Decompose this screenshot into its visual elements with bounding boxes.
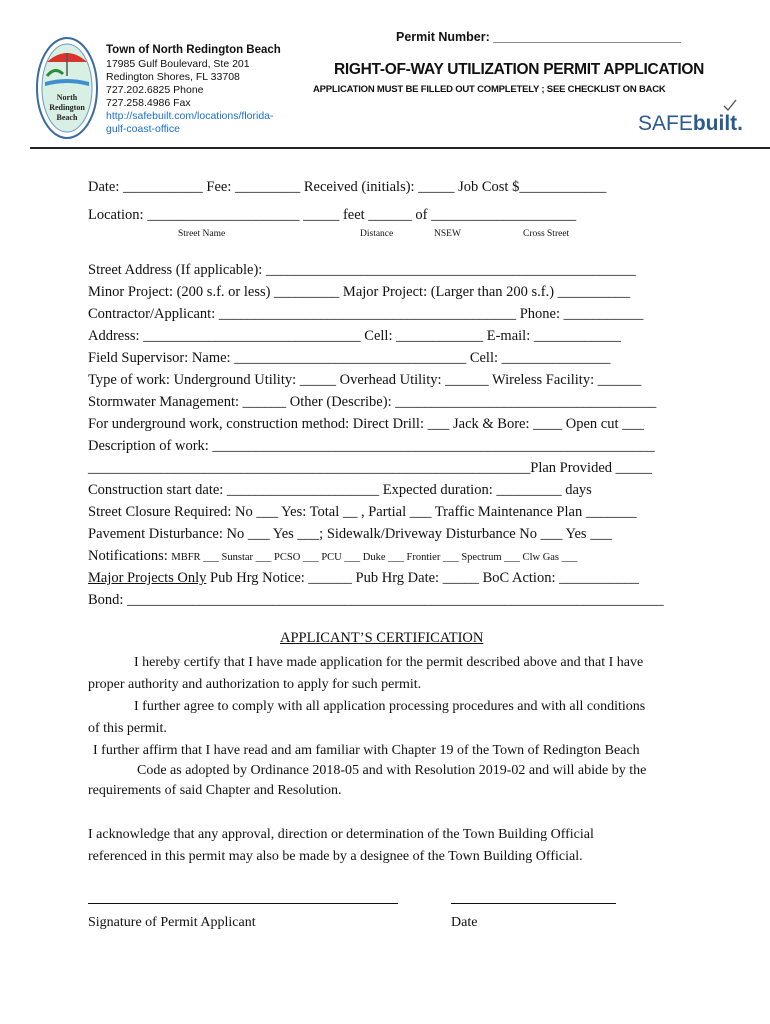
notifications-row[interactable] bbox=[88, 547, 577, 567]
pavement-disturbance-row[interactable]: Pavement Disturbance: No ___ Yes ___; Sidewalk/Driveway Disturbance No ___ Yes ___ bbox=[88, 526, 612, 542]
notifications-items[interactable]: MBFR ___ Sunstar ___ PCSO ___ PCU ___ Duke ___ Frontier ___ Spectrum ___ Clw Gas ___ bbox=[171, 552, 578, 563]
description-row[interactable]: Description of work: _____________________________________________________________ bbox=[88, 438, 655, 454]
pub-hrg-fields[interactable]: Pub Hrg Notice: ______ Pub Hrg Date: _____ BoC Action: ___________ bbox=[206, 570, 639, 586]
logo-built: built. bbox=[692, 112, 744, 135]
signature-line[interactable] bbox=[88, 903, 398, 904]
field-supervisor-row[interactable]: Field Supervisor: Name: ________________________________ Cell: _______________ bbox=[88, 350, 611, 366]
signature-label: Signature of Permit Applicant bbox=[88, 915, 256, 930]
town-seal-logo bbox=[35, 36, 99, 140]
cert-paragraph-3b: Code as adopted by Ordinance 2018-05 and with Resolution 2019-02 and will abide by the bbox=[137, 763, 647, 778]
fax-number: 727.258.4986 Fax bbox=[106, 97, 191, 109]
contractor-row[interactable]: Contractor/Applicant: _________________________________________ Phone: ___________ bbox=[88, 306, 644, 322]
cert-paragraph-1b: proper authority and authorization to apply for such permit. bbox=[88, 677, 422, 692]
seal-text-north: North bbox=[56, 93, 78, 102]
plan-provided-row[interactable]: _____________________________________________________________Plan Provided _____ bbox=[88, 460, 652, 476]
type-of-work-row[interactable]: Type of work: Underground Utility: _____ Overhead Utility: ______ Wireless Facility: ______ bbox=[88, 372, 642, 388]
street-address-row[interactable]: Street Address (If applicable): ___________________________________________________ bbox=[88, 262, 636, 278]
cert-paragraph-4b: referenced in this permit may also be made by a designee of the Town Building Official. bbox=[88, 849, 583, 864]
town-name: Town of North Redington Beach bbox=[106, 44, 281, 56]
website-link[interactable]: http://safebuilt.com/locations/florida- bbox=[106, 110, 274, 122]
phone-number: 727.202.6825 Phone bbox=[106, 84, 204, 96]
header-divider bbox=[30, 147, 770, 149]
major-projects-label: Major Projects Only bbox=[88, 570, 207, 586]
cert-paragraph-1a: I hereby certify that I have made application for the permit described above and that I have bbox=[134, 655, 644, 670]
cert-paragraph-2a: I further agree to comply with all application processing procedures and with all conditions bbox=[134, 699, 646, 714]
seal-text-redington: Redington bbox=[49, 103, 85, 112]
cert-paragraph-3c: requirements of said Chapter and Resolution. bbox=[88, 783, 342, 798]
permit-number-field[interactable]: Permit Number: ___________________________ bbox=[396, 30, 681, 44]
cert-paragraph-3a: I further affirm that I have read and am familiar with Chapter 19 of the Town of Redington Beach bbox=[93, 743, 640, 758]
seal-text-beach: Beach bbox=[56, 113, 78, 122]
date-line[interactable] bbox=[451, 903, 616, 904]
certification-title: APPLICANT’S CERTIFICATION bbox=[280, 630, 484, 646]
underground-method-row[interactable]: For underground work, construction method: Direct Drill: ___ Jack & Bore: ____ Open cut ___ bbox=[88, 416, 644, 432]
cert-paragraph-4a: I acknowledge that any approval, direction or determination of the Town Building Official bbox=[88, 827, 594, 842]
checkmark-icon bbox=[722, 98, 738, 114]
major-projects-row[interactable] bbox=[88, 569, 639, 587]
address-line-2: Redington Shores, FL 33708 bbox=[106, 71, 240, 83]
bond-row[interactable]: Bond: __________________________________________________________________________ bbox=[88, 592, 664, 608]
website-link-cont[interactable]: gulf-coast-office bbox=[106, 123, 180, 135]
form-subtitle: APPLICATION MUST BE FILLED OUT COMPLETELY ; SEE CHECKLIST ON BACK bbox=[313, 84, 666, 95]
construction-start-row[interactable]: Construction start date: _____________________ Expected duration: _________ days bbox=[88, 482, 592, 498]
street-closure-row[interactable]: Street Closure Required: No ___ Yes: Total __ , Partial ___ Traffic Maintenance Plan _______ bbox=[88, 504, 637, 520]
location-row[interactable]: Location: _____________________ _____ feet ______ of ____________________ bbox=[88, 207, 577, 223]
address-row[interactable]: Address: ______________________________ Cell: ____________ E-mail: ____________ bbox=[88, 328, 621, 344]
address-line-1: 17985 Gulf Boulevard, Ste 201 bbox=[106, 58, 250, 70]
date-fee-row[interactable]: Date: ___________ Fee: _________ Received (initials): _____ Job Cost $____________ bbox=[88, 179, 607, 195]
sublabel-distance: Distance bbox=[360, 229, 394, 239]
sublabel-cross-street: Cross Street bbox=[523, 229, 570, 239]
cert-paragraph-2b: of this permit. bbox=[88, 721, 167, 736]
sublabel-street-name: Street Name bbox=[178, 229, 226, 239]
sublabel-nsew: NSEW bbox=[434, 229, 461, 239]
safebuilt-logo bbox=[638, 112, 743, 136]
form-title: RIGHT-OF-WAY UTILIZATION PERMIT APPLICATION bbox=[334, 61, 704, 78]
stormwater-row[interactable]: Stormwater Management: ______ Other (Describe): ____________________________________ bbox=[88, 394, 657, 410]
logo-safe: SAFE bbox=[638, 112, 693, 135]
notifications-label: Notifications: bbox=[88, 548, 172, 564]
date-label: Date bbox=[451, 915, 478, 930]
project-size-row[interactable]: Minor Project: (200 s.f. or less) _________ Major Project: (Larger than 200 s.f.) __________ bbox=[88, 284, 631, 300]
